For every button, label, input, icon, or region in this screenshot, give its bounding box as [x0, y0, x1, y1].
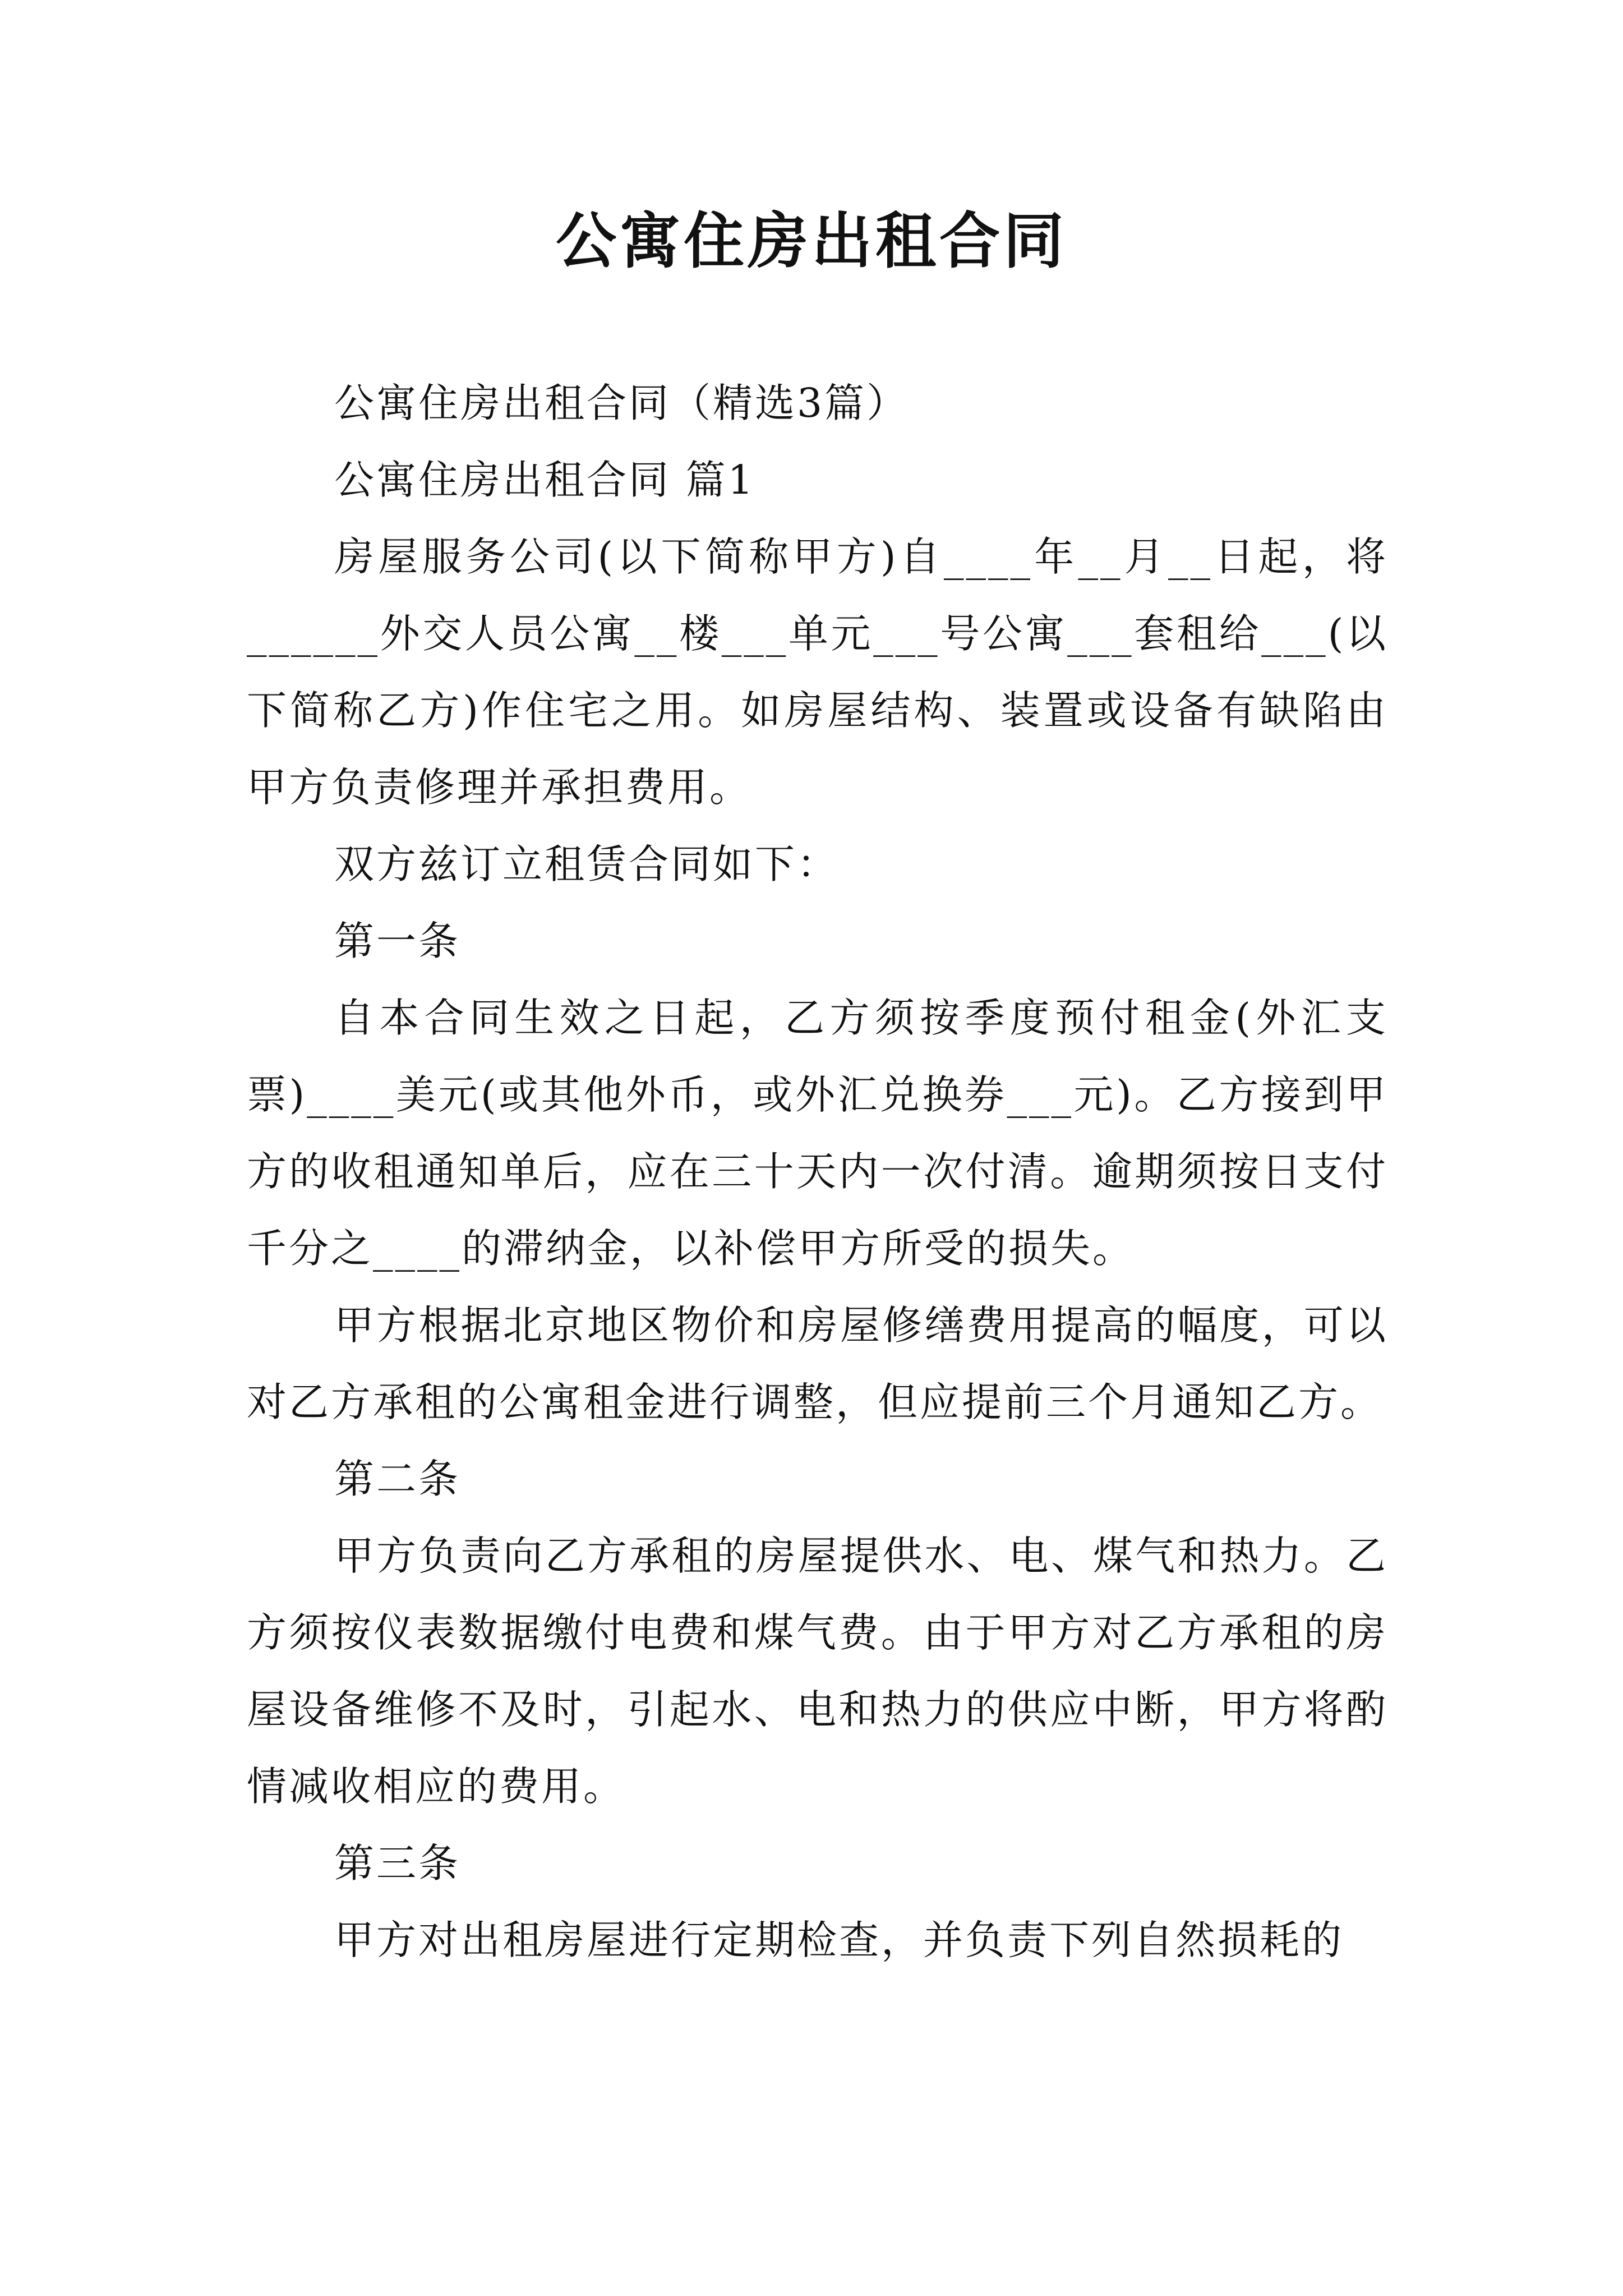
paragraph: 甲方根据北京地区物价和房屋修缮费用提高的幅度，可以对乙方承租的公寓租金进行调整，但应提前三个月通知乙方。 — [247, 1302, 1388, 1425]
section-heading: 公寓住房出租合同 篇1 — [334, 457, 755, 503]
paragraph: 自本合同生效之日起，乙方须按季度预付租金(外汇支票)____美元(或其他外币，或外汇兑换券___元)。乙方接到甲方的收租通知单后，应在三十天内一次付清。逾期须按日支付千分之____的滞纳金，以补偿甲方所受的损失。 — [247, 995, 1388, 1272]
paragraph: 甲方对出租房屋进行定期检查，并负责下列自然损耗的 — [334, 1917, 1344, 1963]
article-heading: 第三条 — [334, 1840, 461, 1887]
document-body — [247, 365, 1388, 1978]
paragraph: 双方兹订立租赁合同如下： — [334, 841, 840, 887]
paragraph: 甲方负责向乙方承租的房屋提供水、电、煤气和热力。乙方须按仪表数据缴付电费和煤气费。由于甲方对乙方承租的房屋设备维修不及时，引起水、电和热力的供应中断，甲方将酌情减收相应的费用。 — [247, 1533, 1388, 1810]
paragraph: 房屋服务公司(以下简称甲方)自____年__月__日起，将______外交人员公寓__楼___单元___号公寓___套租给___(以下简称乙方)作住宅之用。如房屋结构、装置或设备有缺陷由甲方负责修理并承担费用。 — [247, 533, 1388, 811]
document-title: 公寓住房出租合同 — [555, 206, 1067, 277]
subtitle-selection: 公寓住房出租合同（精选3篇） — [334, 380, 909, 426]
article-heading: 第二条 — [334, 1456, 461, 1502]
article-heading: 第一条 — [334, 918, 461, 964]
